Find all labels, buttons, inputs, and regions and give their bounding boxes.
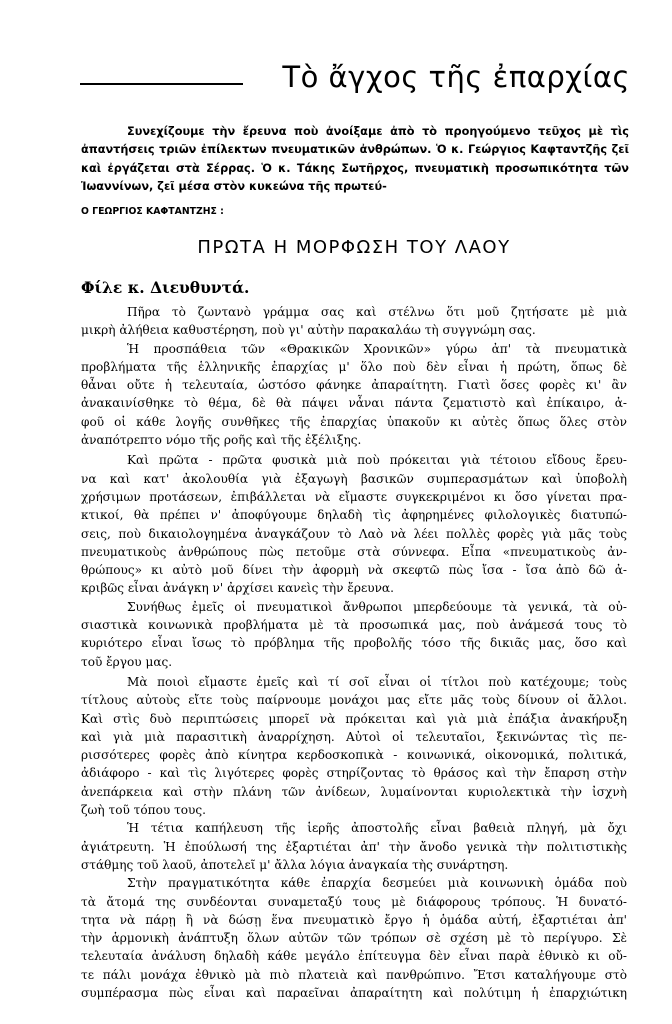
body-line: Συνήθως ἐμεῖς οἱ πνευματικοὶ ἄνθρωποι μπερδεύουμε τὰ γενικά, τὰ οὐ- bbox=[127, 599, 627, 614]
body-line: κριβῶς εἶναι ἀνάγκη ν' ἀρχίσει κανεὶς τὴν ἔρευνα. bbox=[81, 581, 394, 596]
body-line: ἀνεπάρκεια καὶ στὴν πλάνη τῶν ἀνίδεων, λυμαίνονται κυριολεκτικὰ τὴν ἰσχνὴ bbox=[81, 784, 627, 799]
body-line: τὰ ἄτομά της συνδέονται συναμεταξύ τους μὲ διάφορους τρόπους. Ἡ δυνατό- bbox=[81, 894, 627, 909]
body-line: ρισσότερες φορὲς ἀπὸ κίνητρα κερδοσκοπικὰ - κοινωνικά, οἰκονομικά, πολιτικά, bbox=[81, 748, 627, 763]
article-intro: Συνεχίζουμε τὴν ἔρευνα ποὺ ἀνοίξαμε ἀπὸ τὸ προηγούμενο τεῦχος μὲ τὶς ἀπαντήσεις τριῶν ἐπίλεκτων πνευματικῶν ἀνθρώπων. Ὁ κ. Γεώργιος Καφταντζῆς ζεῖ καὶ ἐργάζεται στὰ Σέρρας. Ὁ κ. Τάκης Σωτῆρχος, πνευματικὴ προσωπικότητα τῶν Ἰωαννίνων, ζεῖ μέσα στὸν κυκεώνα τῆς πρωτεύ- bbox=[81, 125, 629, 193]
body-line: συμπέρασμα πὼς εἶναι καὶ παραεῖναι ἀπαραίτητη καὶ πολύτιμη ἡ ἐπαρχιώτικη bbox=[81, 985, 627, 1000]
body-line: σιαστικὰ κοινωνικὰ προβλήματα μὲ τὰ προσωπικά μας, ποὺ ἀνάμεσά τους τὸ bbox=[81, 618, 627, 633]
body-line: τοῦ ἔργου μας. bbox=[81, 654, 173, 669]
body-line: ἀγιάτρευτη. Ἡ ἐπούλωσή της ἐξαρτιέται ἀπ' τὴν ἄνοδο γενικὰ τὴν πολιτιστικὴς bbox=[81, 839, 627, 854]
body-line: ἀναπότρεπτο νόμο τῆς ροῆς καὶ τῆς ἐξέλιξης. bbox=[81, 433, 362, 448]
body-line: Πῆρα τὸ ζωντανὸ γράμμα σας καὶ στέλνω ὅτι μοῦ ζητήσατε μὲ μιὰ bbox=[127, 305, 627, 319]
body-line: ἀνακαινίσθηκε τὸ θέμα, δὲ θὰ πάψει νἆναι πάντα ζεματιστὸ καὶ ἐπίκαιρο, ἀ- bbox=[81, 396, 627, 411]
body-line: ἀδιάφορο - καὶ τὶς λιγότερες φορὲς στηρίζοντας τὸ θράσος καὶ τὴν ἔπαρση στὴν bbox=[81, 766, 627, 781]
article-title: Τὸ ἄγχος τῆς ἐπαρχίας bbox=[282, 60, 630, 94]
body-line: τε πάλι μονάχα ἐθνικὸ μὰ πιὸ πλατειὰ καὶ πανθρώπινο. Ἔτσι καταλήγουμε στὸ bbox=[81, 967, 627, 982]
body-line: Στὴν πραγματικότητα κάθε ἐπαρχία δεσμεύει μιὰ κοινωνικὴ ὁμάδα ποὺ bbox=[127, 876, 627, 891]
body-line: Μὰ ποιοὶ εἴμαστε ἐμεῖς καὶ τί σοῖ εἶναι οἱ τίτλοι ποὺ κατέχουμε; τοὺς bbox=[127, 674, 627, 689]
letter-body bbox=[81, 303, 627, 1002]
header-rule bbox=[80, 83, 243, 85]
body-line: προβλήματα τῆς ἑλληνικῆς ἐπαρχίας μ' ὅλο ποὺ δὲν εἶναι ἡ πρώτη, ὅπως δὲ bbox=[81, 359, 627, 374]
section-headline: ΠΡΩΤΑ Η ΜΟΡΦΩΣΗ ΤΟΥ ΛΑΟΥ bbox=[197, 237, 511, 258]
body-line: Ἡ προσπάθεια τῶν «Θρακικῶν Χρονικῶν» γύρω ἀπ' τὰ πνευματικὰ bbox=[127, 341, 627, 356]
body-line: καὶ γιὰ μιὰ παρασιτικὴ ἀναρρίχηση. Αὐτοὶ οἱ τελευταῖοι, ξεκινώντας τὶς πε- bbox=[81, 729, 627, 744]
body-line: κυριότερο εἶναι ἴσως τὸ πρόβλημα τῆς προβολῆς τόσο τῆς δικιᾶς μας, ὅσο καὶ bbox=[81, 636, 627, 651]
body-line: τελευταία ἀνάλυση δηλαδὴ κάθε μεγάλο ἐπίτευγμα δὲν εἶναι παρὰ ἐθνικὸ κι οὔ- bbox=[81, 949, 627, 964]
body-line: τίτλους αὐτοὺς εἴτε τοὺς παίρνουμε μονάχοι μας εἴτε μᾶς τοὺς δίνουν οἱ ἄλλοι. bbox=[81, 693, 627, 708]
body-line: θἆναι οὔτε ἡ τελευταία, ὡστόσο φάνηκε ἀπαραίτητη. Γιατὶ ὅσες φορὲς κι' ἂν bbox=[81, 378, 627, 393]
letter-salutation: Φίλε κ. Διευθυντά. bbox=[81, 278, 250, 297]
body-line: φοῦ οἱ κάθε λογῆς συνθῆκες τῆς ἐπαρχίας ὑπακοῦν κι αὐτὲς ὅπως ὅλες στὸν bbox=[81, 414, 627, 429]
body-line: Καὶ πρῶτα - πρῶτα φυσικὰ μιὰ ποὺ πρόκειται γιὰ τέτοιου εἴδους ἔρευ- bbox=[127, 453, 627, 468]
body-line: πνευματικοὺς ἀνθρώπους πὼς πετοῦμε στὰ σύννεφα. Εἶπα «πνευματικοὺς ἀν- bbox=[81, 544, 627, 559]
body-line: μικρὴ ἀλήθεια καθυστέρηση, ποὺ γι' αὐτὴν παρακαλάω τὴ συγγνώμη σας. bbox=[81, 323, 536, 338]
body-line: Ἡ τέτια καπήλευση τῆς ἱερῆς ἀποστολῆς εἶναι βαθειὰ πληγή, μὰ ὄχι bbox=[127, 821, 627, 836]
body-line: να καὶ κατ' ἀκολουθία γιὰ ἐξαγωγὴ βασικῶν συμπερασμάτων καὶ ὑποβολὴ bbox=[81, 471, 627, 486]
body-line: Καὶ στὶς δυὸ περιπτώσεις μπορεῖ νὰ πρόκειται καὶ γιὰ μιὰ ἐπάξια ἀνακήρυξη bbox=[81, 711, 627, 726]
body-line: χρήσιμων προτάσεων, ἐπιβάλλεται νὰ εἴμαστε συγκεκριμένοι κι ὅσο γίνεται πρα- bbox=[81, 489, 627, 504]
author-name: Ο ΓΕΩΡΓΙΟΣ ΚΑΦΤΑΝΤΖΗΣ : bbox=[81, 206, 224, 217]
body-line: τητα νὰ πάρῃ ἢ νὰ δώσῃ ἕνα πνευματικὸ ἔργο ἡ ὁμάδα αὐτή, ἐξαρτιέται ἀπ' bbox=[81, 912, 627, 927]
body-line: τὴν ἁρμονικὴ ἀνάπτυξη ὅλων αὐτῶν τῶν τρόπων σὲ σχέση μὲ τὸ περίγυρο. Σὲ bbox=[81, 931, 627, 946]
body-line: ζωὴ τοῦ τόπου τους. bbox=[81, 803, 207, 818]
body-line: κτικοί, θὰ πρέπει ν' ἀποφύγουμε δηλαδὴ τὶς ἀφηρημένες φιλολογικὲς διατυπώ- bbox=[81, 508, 627, 523]
body-line: θρώπους» κι αὐτὸ μοῦ δίνει τὴν ἀφορμὴ νὰ σκεφτῶ πὼς ἴσα - ἴσα ἀπὸ δῶ ἀ- bbox=[81, 563, 627, 578]
body-line: σεις, ποὺ δικαιολογημένα ἀναγκάζουν τὸ Λαὸ νὰ λέει πολλὲς φορὲς γιὰ μᾶς τοὺς bbox=[81, 526, 627, 541]
body-line: στάθμης τοῦ λαοῦ, ἀποτελεῖ μ' ἄλλα λόγια ἀναγκαία τὴς συνάρτηση. bbox=[81, 857, 509, 872]
